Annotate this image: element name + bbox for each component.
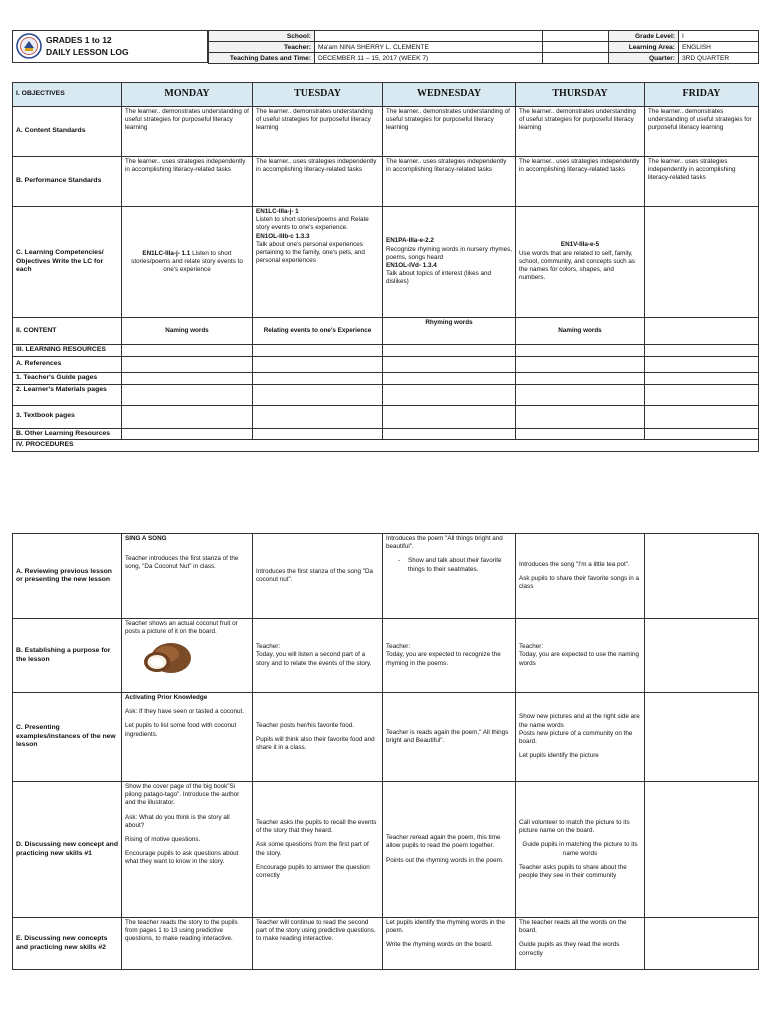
competency-code: EN1V-IIIa-e-5 bbox=[560, 241, 600, 249]
day-friday: FRIDAY bbox=[645, 83, 759, 107]
competencies-thu bbox=[516, 207, 645, 318]
resources-label: III. LEARNING RESOURCES bbox=[13, 345, 122, 357]
content-label: II. CONTENT bbox=[13, 318, 122, 345]
coconut-image bbox=[135, 640, 195, 674]
presenting-tue bbox=[253, 693, 383, 782]
textbook-label: 3. Textbook pages bbox=[13, 405, 122, 428]
activity-text: Teacher: bbox=[386, 643, 411, 651]
competency-text: Listen to short stories/poems and relate story events to one's experience bbox=[131, 249, 243, 274]
competencies-mon bbox=[122, 207, 253, 318]
presenting-wed: Teacher is reads again the poem," All things bright and Beautiful". bbox=[383, 693, 516, 782]
school-label: School: bbox=[209, 31, 315, 42]
activity-text: Ask: What do you think is the story all about? bbox=[125, 813, 230, 829]
purpose-mon bbox=[122, 619, 253, 693]
purpose-wed bbox=[383, 619, 516, 693]
header-info-table bbox=[208, 30, 759, 64]
content-standards-thu: The learner.. demonstrates understanding of useful strategies for purposeful literacy learning bbox=[516, 107, 645, 157]
dates-label: Teaching Dates and Time: bbox=[209, 53, 315, 64]
activity-text: Ask pupils to share their favorite songs in a class bbox=[519, 574, 640, 591]
activity-text: Encourage pupils to ask questions about what they want to know in the story. bbox=[125, 850, 239, 866]
reviewing-tue: Introduces the first stanza of the song "Da coconut nut". bbox=[253, 534, 383, 619]
activity-text: Introduces the song "I'm a little tea pot". bbox=[519, 560, 630, 568]
activity-text: Teacher introduces the first stanza of the song, "Da Coconut Nut" in class. bbox=[125, 555, 239, 571]
objectives-heading: I. OBJECTIVES bbox=[13, 83, 122, 107]
content-standards-mon: The learner.. demonstrates understanding of useful strategies for purposeful literacy learning bbox=[122, 107, 253, 157]
content-wed: Rhyming words bbox=[383, 318, 516, 345]
activity-title: Activating Prior Knowledge bbox=[125, 694, 208, 701]
competencies-fri bbox=[645, 207, 759, 318]
competencies-tue bbox=[253, 207, 383, 318]
teacher-label: Teacher: bbox=[209, 42, 315, 53]
performance-standards-thu: The learner.. uses strategies independently in accomplishing literacy-related tasks bbox=[516, 157, 645, 207]
content-standards-fri: The learner.. demonstrates understanding of useful strategies for purposeful literacy learning bbox=[645, 107, 759, 157]
competency-text: Listen to short stories/poems and Relate story events to one's experience. bbox=[256, 216, 369, 232]
activity-text: The teacher reads all the words on the board. bbox=[519, 919, 627, 935]
competency-code: EN1PA-IIIa-e-2.2 bbox=[386, 237, 434, 245]
competency-text: Talk about topics of interest (likes and dislikes) bbox=[386, 270, 492, 286]
activity-text: Posts new picture of a community on the board. bbox=[519, 729, 633, 746]
content-tue: Relating events to one's Experience bbox=[253, 318, 383, 345]
discussing1-thu bbox=[516, 782, 645, 918]
dates-value: DECEMBER 11 – 15, 2017 (WEEK 7) bbox=[315, 53, 543, 64]
teachers-guide-label: 1. Teacher's Guide pages bbox=[13, 372, 122, 384]
activity-text: Teacher reread again the poem, this time allow pupils to read the poem together. bbox=[386, 834, 501, 850]
purpose-thu bbox=[516, 619, 645, 693]
objectives-table bbox=[12, 82, 759, 452]
activity-text: Let pupils identify the picture bbox=[519, 752, 599, 760]
performance-standards-label: B. Performance Standards bbox=[13, 157, 122, 207]
content-thu: Naming words bbox=[516, 318, 645, 345]
grade-level-label: Grade Level: bbox=[609, 31, 679, 42]
discussing1-wed bbox=[383, 782, 516, 918]
activity-text: Today, you will listen a second part of a story and to relate the events of the story. bbox=[256, 651, 372, 667]
content-standards-label: A. Content Standards bbox=[13, 107, 122, 157]
school-value bbox=[315, 31, 543, 42]
reviewing-mon bbox=[122, 534, 253, 619]
activity-text: Write the rhyming words on the board. bbox=[386, 941, 493, 949]
activity-text: Points out the rhyming words in the poem. bbox=[386, 856, 504, 864]
activity-text: Pupils will think also their favorite food and share it in a class. bbox=[256, 735, 375, 752]
activity-text: Show the cover page of the big book"Si pilong patago-tago". Introduce the author and the illustrator. bbox=[125, 783, 240, 807]
discussing1-tue bbox=[253, 782, 383, 918]
discussing2-wed bbox=[383, 918, 516, 970]
competency-text: Recognize rhyming words in nursery rhymes, poems, songs heard bbox=[386, 245, 512, 261]
activity-text: Rising of motive questions. bbox=[125, 836, 201, 844]
competency-code: EN1OL-IIIb-c 1.3.3 bbox=[256, 232, 310, 240]
performance-standards-wed: The learner.. uses strategies independently in accomplishing literacy-related tasks bbox=[383, 157, 516, 207]
activity-text: Today, you are expected to recognize the rhyming in the poems. bbox=[386, 651, 501, 667]
performance-standards-fri: The learner.. uses strategies independently in accomplishing literacy-related tasks bbox=[645, 157, 759, 207]
activity-text: Ask some questions from the first part of the story. bbox=[256, 841, 369, 857]
performance-standards-tue: The learner.. uses strategies independently in accomplishing literacy-related tasks bbox=[253, 157, 383, 207]
reviewing-thu bbox=[516, 534, 645, 619]
discussing2-tue: Teacher will continue to read the second part of the story using predictive questions, to make reading interactive. bbox=[253, 918, 383, 970]
day-tuesday: TUESDAY bbox=[253, 83, 383, 107]
competency-code: EN1LC-IIIa-j- 1.1 bbox=[142, 249, 191, 257]
purpose-label: B. Establishing a purpose for the lesson bbox=[13, 619, 122, 693]
discussing-skills-2-label: E. Discussing new concepts and practicing new skills #2 bbox=[13, 918, 122, 970]
activity-text: Teacher shows an actual coconut fruit or posts a picture of it on the board. bbox=[125, 620, 238, 636]
day-monday: MONDAY bbox=[122, 83, 253, 107]
activity-text: Ask: If they have seen or tasted a coconut. bbox=[125, 708, 245, 716]
presenting-mon bbox=[122, 693, 253, 782]
competency-text: Talk about one's personal experiences pertaining to the family, one's pets, and personal experiences bbox=[256, 240, 365, 265]
competencies-wed bbox=[383, 207, 516, 318]
activity-text: Call volunteer to match the picture to its picture name on the board. bbox=[519, 818, 630, 835]
grade-level-value: I bbox=[679, 31, 759, 42]
teacher-value: Ma'am NINA SHERRY L. CLEMENTE bbox=[315, 42, 543, 53]
quarter-label: Quarter: bbox=[609, 53, 679, 64]
purpose-tue bbox=[253, 619, 383, 693]
learning-area-label: Learning Area: bbox=[609, 42, 679, 53]
competency-code: EN1LC-IIIa-j- 1 bbox=[256, 208, 299, 215]
activity-text: Teacher posts her/his favorite food. bbox=[256, 721, 355, 729]
content-mon: Naming words bbox=[122, 318, 253, 345]
discussing1-mon bbox=[122, 782, 253, 918]
procedures-label: IV. PROCEDURES bbox=[13, 440, 759, 452]
discussing-skills-1-label: D. Discussing new concept and practicing new skills #1 bbox=[13, 782, 122, 918]
learning-area-value: ENGLISH bbox=[679, 42, 759, 53]
activity-text: Encourage pupils to answer the question correctly bbox=[256, 863, 370, 879]
header-title-line2: DAILY LESSON LOG bbox=[46, 47, 129, 57]
day-thursday: THURSDAY bbox=[516, 83, 645, 107]
activity-text: Guide pupils in matching the picture to its name words bbox=[522, 841, 638, 857]
presenting-examples-label: C. Presenting examples/instances of the new lesson bbox=[13, 693, 122, 782]
discussing2-mon: The teacher reads the story to the pupils from pages 1 to 13 using predictive questions, to make reading interactive. bbox=[122, 918, 253, 970]
day-wednesday: WEDNESDAY bbox=[383, 83, 516, 107]
deped-seal-icon bbox=[16, 32, 42, 60]
activity-text: Teacher asks the pupils to recall the events of the story that they heard. bbox=[256, 818, 377, 835]
activity-text: Teacher: bbox=[256, 643, 281, 651]
activity-text: Teacher: bbox=[519, 643, 544, 651]
activity-title: SING A SONG bbox=[125, 535, 167, 542]
activity-text: Today, you are expected to use the naming words bbox=[519, 651, 639, 667]
procedures-table bbox=[12, 533, 759, 970]
activity-text: Introduces the poem "All things bright and beautiful". bbox=[386, 535, 503, 551]
references-label: A. References bbox=[13, 356, 122, 372]
content-standards-wed: The learner.. demonstrates understanding of useful strategies for purposeful literacy learning bbox=[383, 107, 516, 157]
competency-code: EN1OL-IVd- 1.3.4 bbox=[386, 262, 437, 269]
learners-materials-label: 2. Learner's Materials pages bbox=[13, 384, 122, 405]
content-standards-tue: The learner.. demonstrates understanding of useful strategies for purposeful literacy learning bbox=[253, 107, 383, 157]
activity-text: Let pupils to list some food with coconut ingredients. bbox=[125, 722, 237, 738]
other-resources-label: B. Other Learning Resources bbox=[13, 428, 122, 440]
competency-text: Use words that are related to self, family, school, community, and concepts such as the names for colors, shapes, and numbers. bbox=[519, 249, 636, 282]
quarter-value: 3RD QUARTER bbox=[679, 53, 759, 64]
performance-standards-mon: The learner.. uses strategies independently in accomplishing literacy-related tasks bbox=[122, 157, 253, 207]
activity-text: Show new pictures and at the right side are the name words bbox=[519, 713, 640, 729]
activity-text: Let pupils identify the rhyming words in the poem. bbox=[386, 919, 506, 935]
competencies-label: C. Learning Competencies/ Objectives Write the LC for each bbox=[13, 207, 122, 318]
activity-text: Teacher asks pupils to share about the people they see in their community bbox=[519, 863, 627, 879]
reviewing-wed bbox=[383, 534, 516, 619]
reviewing-lesson-label: A. Reviewing previous lesson or presenting the new lesson bbox=[13, 534, 122, 619]
header-title-line1: GRADES 1 to 12 bbox=[46, 35, 112, 45]
activity-bullet: - Show and talk about their favorite things to their seatmates. bbox=[398, 557, 502, 573]
activity-text: Guide pupils as they read the words correctly bbox=[519, 941, 620, 957]
discussing2-thu bbox=[516, 918, 645, 970]
presenting-thu bbox=[516, 693, 645, 782]
